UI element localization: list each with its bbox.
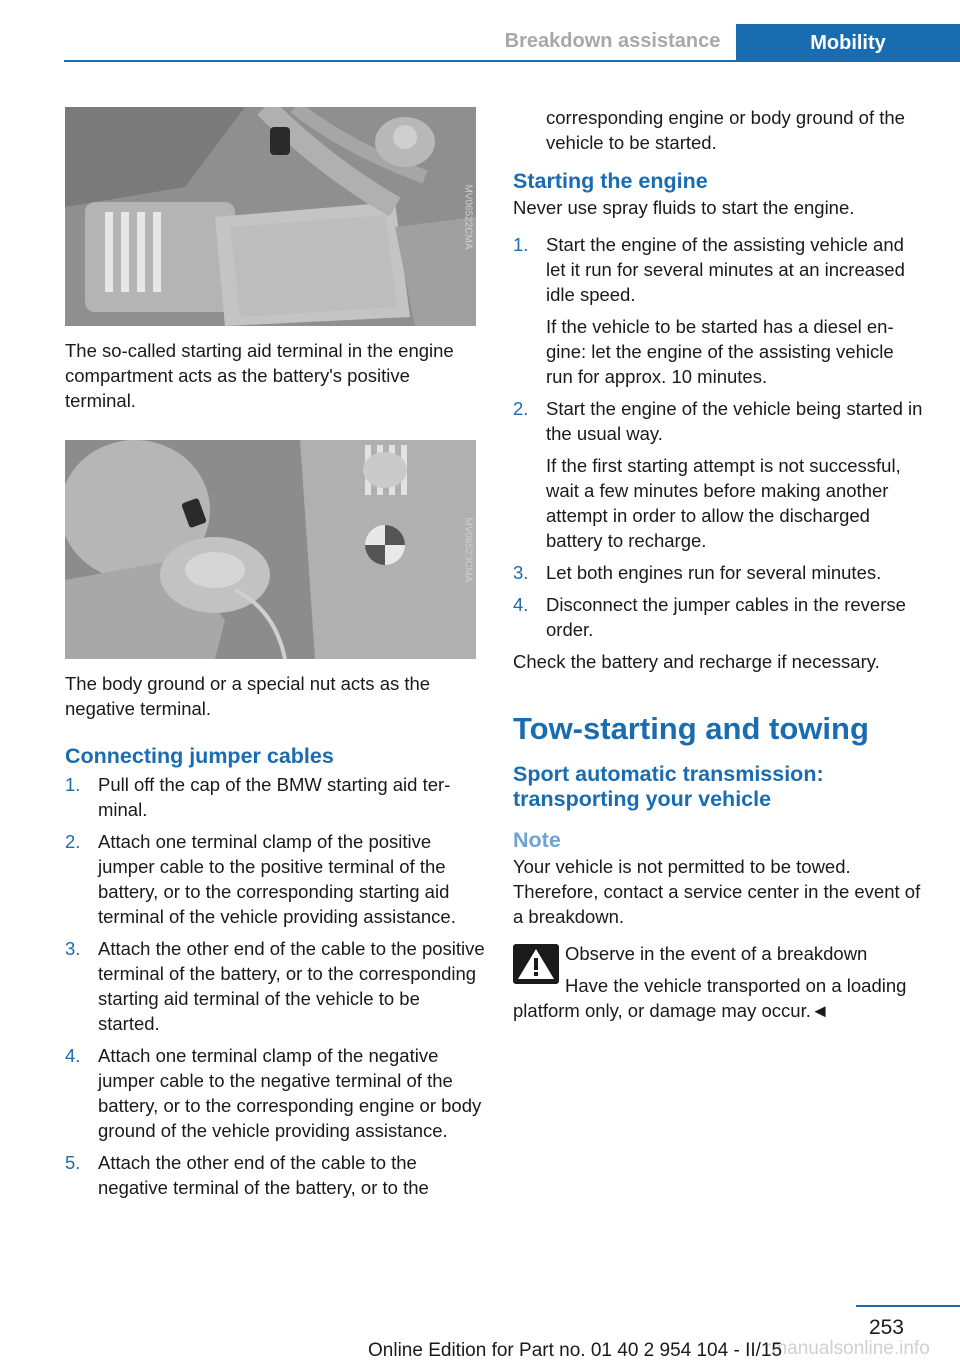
figure-code: MV06523CMA (462, 516, 474, 583)
starting-heading: Starting the engine (513, 169, 708, 193)
header-section-title: Breakdown assistance (504, 30, 721, 52)
header-rule (64, 60, 960, 62)
list-item: 4. Disconnect the jumper cables in the reverse order. (513, 594, 906, 640)
watermark: rmanualsonline.info (765, 1338, 930, 1359)
connecting-steps (65, 772, 485, 1200)
figure2-caption: The body ground or a special nut acts as the negative terminal. (65, 673, 431, 719)
list-item: 2. Attach one terminal clamp of the positive jumper cable to the positive terminal of the battery, or to the corresponding starting aid terminal of the vehicle providing assistance. (65, 831, 456, 927)
figure1-caption: The so-called starting aid terminal in the engine compartment acts as the battery's positive terminal. (65, 340, 454, 411)
connecting-heading: Connecting jumper cables (65, 744, 334, 768)
footer-rule (856, 1305, 960, 1307)
list-item: 4. Attach one terminal clamp of the negative jumper cable to the negative terminal of the battery, or to the corresponding engine or body ground of the vehicle providing assistance. (65, 1045, 482, 1141)
page-number: 253 (868, 1316, 904, 1339)
left-column (65, 107, 485, 1207)
starting-outro: Check the battery and recharge if necessary. (513, 651, 880, 672)
page-header (0, 0, 960, 62)
step5-continuation: corresponding engine or body ground of the vehicle to be started. (546, 107, 905, 153)
towing-subtitle: Sport automatic transmission: transporting your vehicle (513, 762, 824, 811)
warning-title: Observe in the event of a breakdown (565, 943, 868, 964)
list-item: 5. Attach the other end of the cable to the negative terminal of the battery, or to the (65, 1152, 429, 1198)
list-item: 3. Attach the other end of the cable to the positive terminal of the battery, or to the corresponding starting aid terminal of the vehicle to be started. (65, 938, 485, 1034)
note-text: Your vehicle is not permitted to be towed. Therefore, contact a service center in the event of a breakdown. (513, 856, 921, 927)
starting-intro: Never use spray fluids to start the engine. (513, 197, 855, 218)
list-item: 1. Start the engine of the assisting vehicle and let it run for several minutes at an increased idle speed. If the vehicle to be started has a diesel engine: let the engine of the assisting vehicle run for approx. 10 minutes. (513, 234, 905, 387)
engine-photo-negative-terminal (65, 440, 476, 659)
towing-title: Tow-starting and towing (513, 711, 869, 746)
warning-block (513, 941, 925, 1023)
header-chapter-tab: Mobility (736, 24, 960, 62)
figure-code: MV06522CMA (462, 183, 474, 250)
warning-triangle-icon (513, 944, 559, 984)
edition-line: Online Edition for Part no. 01 40 2 954 104 - II/15 (368, 1340, 783, 1361)
list-item: 1. Pull off the cap of the BMW starting aid terminal. (65, 774, 451, 820)
note-heading: Note (513, 828, 561, 852)
list-item: 3. Let both engines run for several minutes. (513, 562, 882, 583)
list-item: 2. Start the engine of the vehicle being started in the usual way. If the first starting attempt is not successful, wait a few minutes before making another attempt in order to allow the discharged battery to recharge. (513, 398, 923, 551)
right-column (513, 105, 925, 1023)
engine-photo-positive-terminal (65, 107, 476, 326)
warning-text: Have the vehicle transported on a loading platform only, or damage may occur.◄ (513, 975, 907, 1021)
starting-steps (513, 232, 925, 642)
